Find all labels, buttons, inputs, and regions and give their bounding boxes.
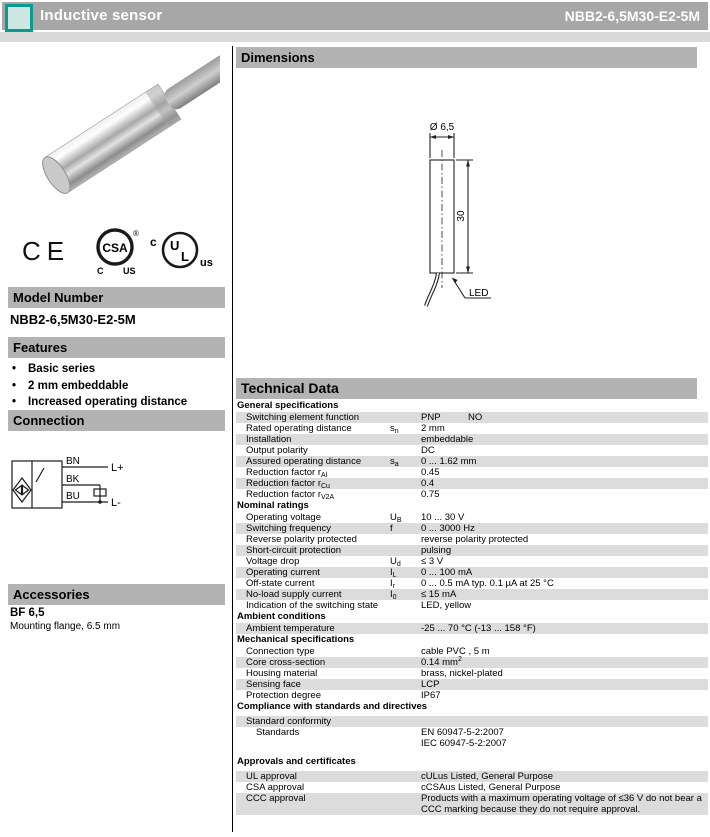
spec-row: [236, 423, 708, 434]
spec-section-title: Compliance with standards and directives: [237, 701, 428, 712]
dimensions-section-header: Dimensions: [236, 47, 697, 68]
spec-value: 0 ... 0.5 mA typ. 0.1 µA at 25 °C: [421, 578, 554, 589]
spec-label: UL approval: [246, 771, 297, 782]
spec-label: No-load supply current: [246, 589, 342, 600]
spec-symbol: [390, 445, 421, 456]
accessories-section-header: Accessories: [8, 584, 225, 605]
connection-section-header: Connection: [8, 410, 225, 431]
spec-symbol: [390, 690, 421, 701]
spec-symbol: $s_a$: [390, 456, 399, 468]
led-label: LED: [469, 288, 489, 299]
spec-value: ≤ 3 V: [421, 556, 444, 567]
wire-label-bu: BU: [66, 491, 80, 502]
spec-value: 0.75: [421, 489, 440, 500]
ul-mark-icon: [148, 226, 216, 281]
spec-row: [236, 600, 708, 611]
spec-symbol: [390, 771, 421, 782]
spec-value: DC: [421, 445, 435, 456]
spec-symbol: [390, 646, 421, 657]
spec-value: 0.45: [421, 467, 440, 478]
svg-text:US: US: [123, 266, 136, 276]
spec-row: [236, 478, 708, 489]
spec-value: [421, 716, 708, 727]
spec-section: [236, 756, 708, 815]
spec-symbol: [390, 782, 421, 793]
spec-symbol: f: [390, 523, 393, 534]
spec-label: Voltage drop: [246, 556, 300, 567]
spec-value: cable PVC , 5 m: [421, 646, 490, 657]
spec-symbol: $U_d$: [390, 556, 401, 568]
spec-symbol: $I_r$: [390, 578, 395, 590]
spec-label: Operating voltage: [246, 512, 321, 523]
wire-label-bn: BN: [66, 456, 80, 467]
spec-row: [236, 534, 708, 545]
spec-value: 0.14 $mm^2$: [421, 655, 462, 668]
spec-section: [236, 400, 708, 500]
product-type-title: Inductive sensor: [40, 7, 163, 24]
spec-symbol: [390, 478, 421, 489]
length-dimension-label: 30: [456, 210, 467, 222]
spec-value: 0 ... 100 mA: [421, 567, 473, 578]
spec-label: Standards: [256, 727, 300, 738]
ce-mark-icon: CE: [22, 236, 71, 266]
spec-label: Operating current: [246, 567, 320, 578]
spec-symbol: [390, 623, 421, 634]
spec-value: Products with a maximum operating voltage of ≤36 V do not bear a CCC marking because they do not require approval.: [421, 793, 702, 815]
spec-label: Reduction factor $r_{Cu}$: [246, 478, 330, 490]
spec-section: [236, 701, 708, 749]
spec-row: [236, 512, 708, 523]
svg-text:L: L: [181, 249, 189, 264]
spec-section-title: General specifications: [237, 400, 339, 411]
terminal-label-lplus: L+: [111, 462, 124, 474]
spec-value: PNP NO: [421, 412, 483, 423]
spec-label: Output polarity: [246, 445, 308, 456]
header-bar: [2, 2, 708, 30]
svg-text:U: U: [170, 238, 180, 253]
spec-label: Sensing face: [246, 679, 301, 690]
spec-row: [236, 646, 708, 657]
spec-value-secondary: NO: [468, 412, 483, 423]
spec-label: Assured operating distance: [246, 456, 362, 467]
spec-row: [236, 668, 708, 679]
spec-symbol: [390, 534, 421, 545]
spec-value: 0.4: [421, 478, 435, 489]
spec-label: Switching frequency: [246, 523, 332, 534]
model-number-value: NBB2-6,5M30-E2-5M: [10, 312, 136, 327]
spec-row: [236, 445, 708, 456]
spec-row: [236, 434, 708, 445]
spec-row: [236, 412, 708, 423]
spec-row: [236, 623, 708, 634]
spec-symbol: [390, 793, 421, 815]
spec-section: [236, 500, 708, 611]
features-section-header: Features: [8, 337, 225, 358]
spec-row: [236, 727, 708, 749]
spec-symbol: $s_n$: [390, 423, 399, 435]
spec-label: CCC approval: [246, 793, 306, 804]
spec-section-title: Ambient conditions: [237, 611, 326, 622]
brand-square-icon: [5, 4, 33, 32]
diameter-dimension-label: Ø 6,5: [429, 122, 455, 133]
spec-value: reverse polarity protected: [421, 534, 529, 545]
spec-section-title: Nominal ratings: [237, 500, 309, 511]
spec-value: 2 mm: [421, 423, 445, 434]
dimension-drawing: [413, 120, 593, 315]
csa-mark-icon: [90, 226, 142, 281]
spec-label: Standard conformity: [246, 716, 332, 727]
spec-symbol: [390, 600, 421, 611]
sensor-photo-illustration: [15, 52, 220, 224]
spec-row: [236, 782, 708, 793]
spec-row: [236, 578, 708, 589]
spec-label: Rated operating distance: [246, 423, 352, 434]
model-number-section-header: Model Number: [8, 287, 225, 308]
spec-value: EN 60947-5-2:2007 IEC 60947-5-2:2007: [421, 727, 507, 749]
product-photo: [15, 52, 220, 224]
spec-value: 10 ... 30 V: [421, 512, 465, 523]
spec-value: ≤ 15 mA: [421, 589, 457, 600]
spec-symbol: [390, 716, 421, 727]
spec-row: [236, 489, 708, 500]
spec-row: [236, 467, 708, 478]
spec-section-title: Mechanical specifications: [237, 634, 355, 645]
spec-value: cCSAus Listed, General Purpose: [421, 782, 561, 793]
spec-symbol: [390, 434, 421, 445]
spec-row: [236, 523, 708, 534]
feature-item: • 2 mm embeddable: [10, 378, 220, 395]
spec-value: brass, nickel-plated: [421, 668, 503, 679]
terminal-label-lminus: L-: [111, 497, 121, 509]
spec-label: Reduction factor $r_{V2A}$: [246, 489, 335, 501]
spec-label: Installation: [246, 434, 292, 445]
feature-item: • Increased operating distance: [10, 394, 220, 411]
spec-label: Protection degree: [246, 690, 321, 701]
spec-section: [236, 634, 708, 701]
spec-row: [236, 545, 708, 556]
spec-label: Switching element function: [246, 412, 360, 423]
spec-symbol: $I_L$: [390, 567, 397, 579]
spec-symbol: [390, 412, 421, 423]
spec-value: IP67: [421, 690, 441, 701]
wire-label-bk: BK: [66, 474, 80, 485]
svg-text:®: ®: [133, 229, 139, 238]
column-divider: [232, 46, 233, 832]
features-list: [10, 361, 220, 411]
spec-symbol: $U_B$: [390, 512, 402, 524]
spec-row: [236, 793, 708, 815]
spec-section: [236, 611, 708, 634]
spec-label: Housing material: [246, 668, 318, 679]
svg-text:c: c: [150, 235, 157, 249]
spec-value: cULus Listed, General Purpose: [421, 771, 554, 782]
spec-row: [236, 456, 708, 467]
svg-text:CSA: CSA: [102, 241, 128, 255]
spec-label: Indication of the switching state: [246, 600, 379, 611]
spec-section-title: Approvals and certificates: [237, 756, 356, 767]
spec-symbol: $I_0$: [390, 589, 397, 601]
spec-row: [236, 716, 708, 727]
spec-row: [236, 771, 708, 782]
spec-symbol: [390, 467, 421, 478]
spec-label: Core cross-section: [246, 657, 326, 668]
spec-symbol: [390, 668, 421, 679]
svg-text:C: C: [97, 266, 104, 276]
technical-data-section-header: Technical Data: [236, 378, 697, 399]
spec-row: [236, 679, 708, 690]
header-substrip: [0, 32, 710, 42]
spec-label: Reverse polarity protected: [246, 534, 357, 545]
spec-symbol: [390, 679, 421, 690]
accessory-description: Mounting flange, 6.5 mm: [10, 621, 121, 632]
accessory-name: BF 6,5: [10, 607, 45, 619]
part-number: NBB2-6,5M30-E2-5M: [564, 8, 700, 24]
spec-label: Ambient temperature: [246, 623, 335, 634]
spec-row: [236, 690, 708, 701]
spec-symbol: [390, 727, 421, 749]
spec-value: -25 ... 70 °C (-13 ... 158 °F): [421, 623, 536, 634]
spec-symbol: [390, 657, 421, 668]
feature-item: • Basic series: [10, 361, 220, 378]
spec-value: 0 ... 1.62 mm: [421, 456, 477, 467]
spec-value: embeddable: [421, 434, 474, 445]
spec-row: [236, 567, 708, 578]
spec-symbol: [390, 489, 421, 500]
spec-row: [236, 556, 708, 567]
spec-value: pulsing: [421, 545, 452, 556]
spec-value: LED, yellow: [421, 600, 472, 611]
spec-label: Off-state current: [246, 578, 315, 589]
spec-label: CSA approval: [246, 782, 305, 793]
spec-row: [236, 589, 708, 600]
connection-diagram: [10, 452, 150, 527]
spec-value: LCP: [421, 679, 440, 690]
spec-label: Short-circuit protection: [246, 545, 342, 556]
spec-label: Connection type: [246, 646, 315, 657]
spec-symbol: [390, 545, 421, 556]
svg-text:us: us: [200, 257, 213, 269]
spec-value: 0 ... 3000 Hz: [421, 523, 475, 534]
spec-label: Reduction factor $r_{Al}$: [246, 467, 328, 479]
technical-data-table: [236, 400, 708, 815]
spec-row: [236, 657, 708, 668]
